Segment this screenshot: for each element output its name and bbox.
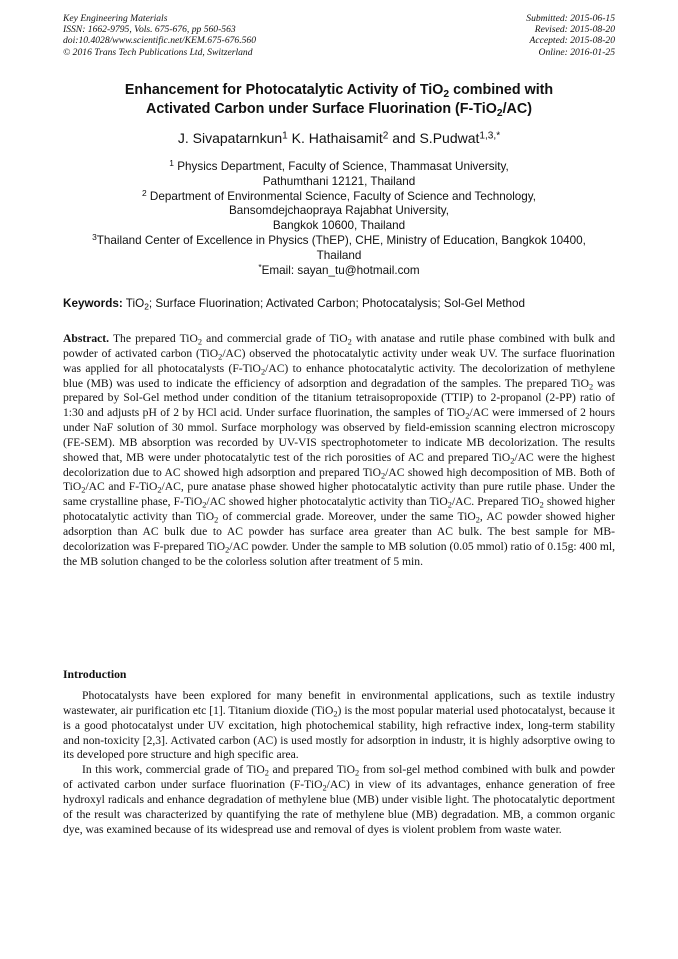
affiliation-2: $^2$ Department of Environmental Science, Faculty of Science and Technology, (141, 187, 537, 203)
affiliation-1: $^1$ Physics Department, Faculty of Science, Thammasat University, (169, 158, 509, 173)
title-line-1: Enhancement for Photocatalytic Activity of TiO$_2$ combined with (124, 82, 554, 101)
author-2: K. Hathaisamit (287, 130, 383, 146)
date-submitted: Submitted: 2015-06-15 (526, 13, 615, 24)
author-list: J. Sivapatarnkun$^1$ K. Hathaisamit$^2$ and S.Pudwat$^{1,3,*}$ (177, 130, 501, 146)
author-3: and S.Pudwat (388, 130, 480, 146)
journal-issn: ISSN: 1662-9795, Vols. 675-676, pp 560-563 (63, 24, 236, 36)
affiliation-3: $^3$Thailand Center of Excellence in Physics (ThEP), CHE, Ministry of Education, Bangkok 10400, (92, 232, 586, 247)
affiliation-2-cont: Bansomdejchaopraya Rajabhat University, (228, 204, 449, 218)
date-online: Online: 2016-01-25 (538, 46, 615, 58)
affiliation-1-cont: Pathumthani 12121, Thailand (262, 174, 416, 188)
intro-paragraph-1: Photocatalysts have been explored for many benefit in environmental applications, such as textile industry wastewater, air purification etc [1]. Titanium dioxide (TiO$_2$) is the most popular material used photocatalyst, because it is a good photocatalyst under UV excitation, high photochemical stability, high refractive index, long-term stability and non-toxicity [2,3]. Activated carbon (AC) is used mostly for adsorption in industr, it is highly adsorptive owing to its developed pore structure and high specific area. (63, 689, 615, 762)
affiliation-3-cont: Thailand (316, 248, 362, 262)
affiliation-2-city: Bangkok 10600, Thailand (272, 219, 406, 233)
abstract: Abstract. The prepared TiO$_2$ and commercial grade of TiO$_2$ with anatase and rutile phase combined with bulk and powder of activated carbon (TiO$_2$/AC) observed the photocatalytic activity under weak UV. The surface fluorination was applied for all photocatalysts (F-TiO$_2$/AC) to enhance photocatalytic activity. The decolorization of methylene blue (MB) was used to indicate the efficiency of adsorption and degradation of the samples. The prepared TiO$_2$ was prepared by Sol-Gel method under condition of the titanium tetraisopropoxide (TTIP) to 2-propanol (2-PP) ratio of 1:30 and adjusts pH of 2 by HCl acid. Under surface fluorination, the samples of TiO$_2$/AC were immersed of 2 hours under NaF solution of 30 mmol. Surface morphology was observed by field-emission scanning electron microscopy (FE-SEM). MB absorption was recorded by UV-VIS spectrophotometer to indicate MB decolorization. The results showed that, MB were under photocatalytic test of the rich porosities of AC and prepared TiO$_2$/AC were the highest decolorization due to AC showed high adsorption and prepared TiO$_2$/AC showed high decomposition of MB. Both of TiO$_2$/AC and F-TiO$_2$/AC, pure anatase phase showed higher photocatalytic activity than pure rutile phase. Under the same crystalline phase, F-TiO$_2$/AC showed higher photocatalytic activity than TiO$_2$/AC. Prepared TiO$_2$ showed higher photocatalytic activity than TiO$_2$ of commercial grade. Moreover, under the same TiO$_2$, AC powder showed higher adsorption than AC bulk due to AC powder has surface area greater than AC bulk. The best sample for MB-decolorization was F-prepared TiO$_2$/AC powder. Under the sample to MB solution (0.05 mmol) ratio of 0.15g: 400 ml, the MB solution changed to be the colorless solution after treatment of 5 min. (63, 332, 616, 568)
keywords-label: Keywords: (63, 297, 123, 310)
abstract-label: Abstract. (63, 332, 110, 345)
section-heading-introduction: Introduction (63, 668, 127, 681)
journal-name: Key Engineering Materials (63, 13, 168, 24)
date-revised: Revised: 2015-08-20 (534, 24, 615, 36)
date-accepted: Accepted: 2015-08-20 (529, 35, 615, 47)
author-1: J. Sivapatarnkun (177, 130, 283, 146)
journal-doi: doi:10.4028/www.scientific.net/KEM.675-676.560 (63, 35, 257, 47)
article-dates (526, 13, 615, 58)
title-line-2: Activated Carbon under Surface Fluorination (F-TiO$_2$/AC) (146, 101, 532, 120)
affiliations (60, 160, 618, 278)
intro-paragraph-2: In this work, commercial grade of TiO$_2$ and prepared TiO$_2$ from sol-gel method combined with bulk and powder of activated carbon under surface fluorination (F-TiO$_2$/AC) in view of its advantages, enhance generation of free hydroxyl radicals and enhance degradation of methylene blue (MB) under visible light. The photocatalytic deportment of the result was characterized by quantifying the rate of methylene blue (MB) degradation. MB, a common organic dye, was examined because of its widespread use and removal of dyes is violent problem from waste water. (63, 763, 615, 836)
paper-title (60, 81, 618, 119)
corresponding-email: *Email: sayan_tu@hotmail.com (258, 261, 420, 277)
keywords: Keywords: TiO$_2$; Surface Fluorination; Activated Carbon; Photocatalysis; Sol-Gel Method (63, 297, 526, 312)
journal-info (63, 13, 256, 58)
journal-copyright: © 2016 Trans Tech Publications Ltd, Switzerland (63, 46, 253, 58)
introduction-body (63, 689, 615, 837)
